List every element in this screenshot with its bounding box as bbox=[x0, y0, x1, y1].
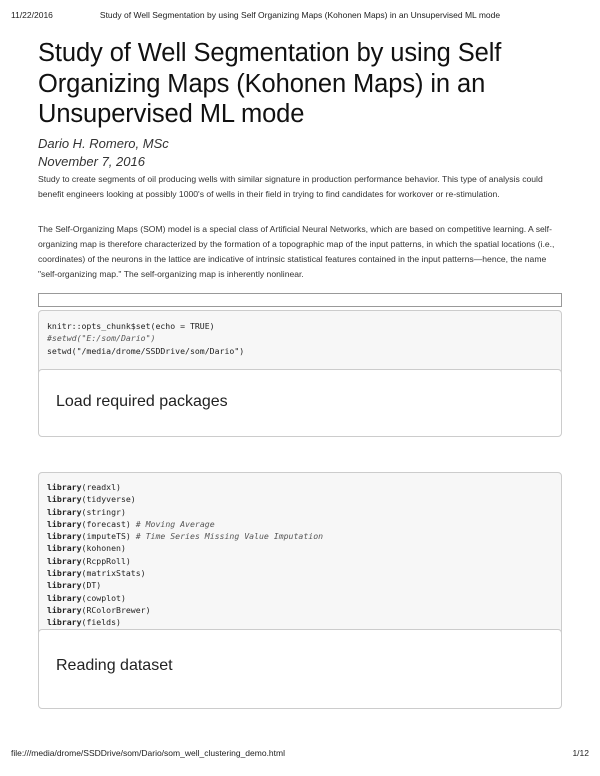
section-heading: Load required packages bbox=[56, 393, 228, 410]
code-line: library(cowplot) bbox=[47, 592, 126, 603]
page-number: 1/12 bbox=[572, 748, 589, 758]
intro-paragraph: Study to create segments of oil producing wells with similar signature in production performance behavior. This type of analysis could benefit engineers looking at possibly 1000's of wells in their field in trying to find candidates for workover or re-stimulation. bbox=[38, 174, 543, 199]
code-line: library(imputeTS) # Time Series Missing Value Imputation bbox=[47, 531, 324, 542]
som-paragraph: The Self-Organizing Maps (SOM) model is a special class of Artificial Neural Networks, which are based on competitive learning. A self-organizing map is therefore characterized by the formation of a topographic map of the input patterns, in which the spatial locations (i.e., coordinates) of the neurons in the lattice are indicative of intrinsic statistical features contained in the input patterns—hence, the name "self-organizing map." The self-organizing map is inherently nonlinear. bbox=[38, 224, 555, 279]
code-line: library(tidyverse) bbox=[47, 494, 136, 505]
empty-output-box bbox=[38, 293, 562, 307]
code-line: setwd("/media/drome/SSDDrive/som/Dario") bbox=[47, 345, 245, 356]
document-date: November 7, 2016 bbox=[38, 154, 145, 169]
code-line: library(RcppRoll) bbox=[47, 555, 131, 566]
document-title: Study of Well Segmentation by using Self Organizing Maps (Kohonen Maps) in an Unsupervised ML mode bbox=[38, 39, 502, 128]
code-line: library(readxl) bbox=[47, 482, 121, 492]
section-load-packages bbox=[38, 369, 562, 437]
code-line: knitr::opts_chunk$set(echo = TRUE) bbox=[47, 321, 215, 331]
code-line: library(stringr) bbox=[47, 506, 126, 517]
code-line: library(matrixStats) bbox=[47, 568, 146, 579]
document-body bbox=[38, 38, 562, 674]
author: Dario H. Romero, MSc bbox=[38, 136, 169, 151]
file-path: file:///media/drome/SSDDrive/som/Dario/som_well_clustering_demo.html bbox=[11, 748, 285, 758]
print-date: 11/22/2016 bbox=[11, 10, 53, 20]
code-line: library(fields) bbox=[47, 617, 121, 628]
print-page-title: Study of Well Segmentation by using Self Organizing Maps (Kohonen Maps) in an Unsupervised ML mode bbox=[99, 10, 501, 20]
code-line: #setwd("E:/som/Dario") bbox=[47, 333, 156, 344]
code-line: library(kohonen) bbox=[47, 543, 126, 554]
section-heading: Reading dataset bbox=[56, 657, 173, 674]
section-reading-dataset bbox=[38, 629, 562, 709]
code-line: library(forecast) # Moving Average bbox=[47, 518, 215, 529]
print-footer bbox=[11, 748, 589, 760]
code-line: library(RColorBrewer) bbox=[47, 604, 151, 615]
print-header bbox=[11, 10, 589, 24]
code-line: library(DT) bbox=[47, 580, 102, 591]
